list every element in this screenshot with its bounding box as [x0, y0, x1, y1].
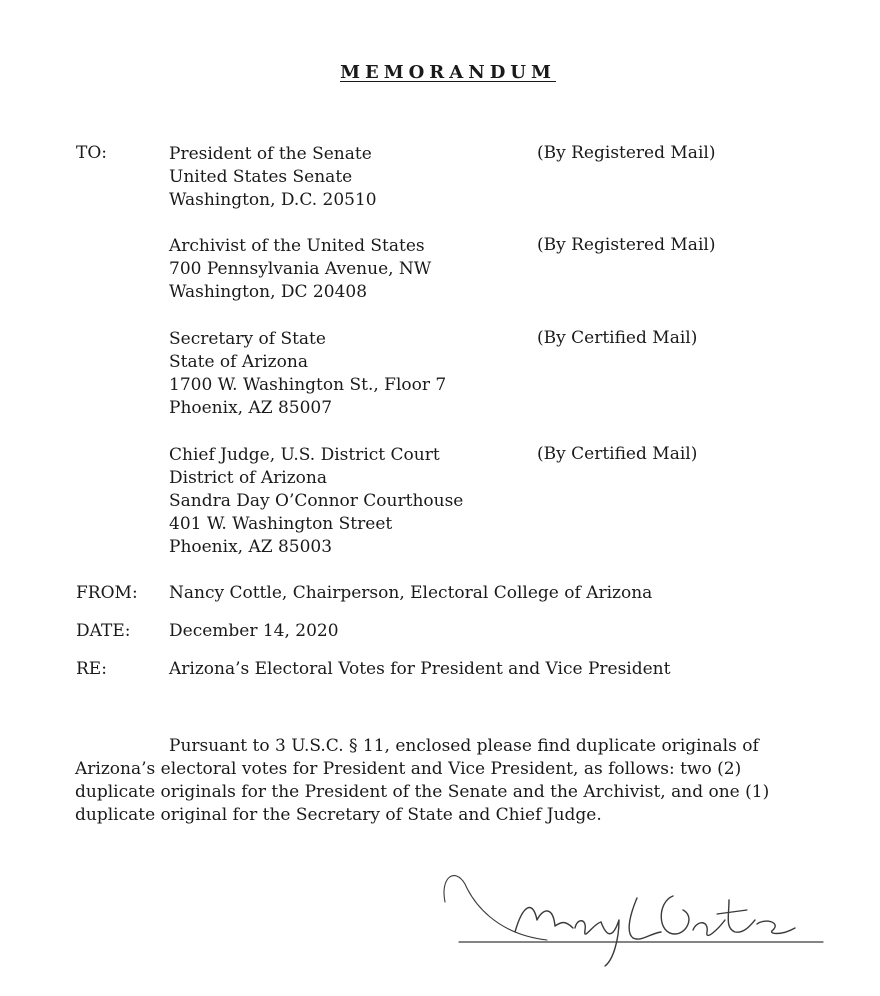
signature-stroke [661, 896, 689, 934]
date-label: DATE: [76, 621, 131, 641]
signature-stroke [575, 921, 601, 934]
delivery-method: (By Certified Mail) [537, 328, 698, 348]
address-line: Secretary of State [169, 329, 326, 349]
re-value: Arizona’s Electoral Votes for President and Vice President [169, 659, 671, 679]
delivery-method: (By Registered Mail) [537, 143, 716, 163]
address-line: Archivist of the United States [169, 236, 425, 256]
body-line: Pursuant to 3 U.S.C. § 11, enclosed please find duplicate originals of [169, 736, 759, 756]
recipient-address [169, 235, 431, 304]
to-label: TO: [76, 143, 108, 163]
address-line: Washington, DC 20408 [169, 282, 368, 302]
body-line: Arizona’s electoral votes for President and Vice President, as follows: two (2) [75, 759, 742, 779]
recipient-address [169, 444, 463, 559]
signature-stroke [728, 900, 755, 932]
address-line: Phoenix, AZ 85007 [169, 398, 333, 418]
body-line: duplicate original for the Secretary of State and Chief Judge. [75, 805, 602, 825]
body-line: duplicate originals for the President of the Senate and the Archivist, and one (1) [75, 782, 770, 802]
signature-stroke [515, 908, 573, 933]
address-line: Sandra Day O’Connor Courthouse [169, 491, 464, 511]
signature-stroke [717, 910, 747, 914]
signature-stroke [693, 920, 725, 935]
address-line: Phoenix, AZ 85003 [169, 537, 333, 557]
signature-stroke [629, 898, 661, 939]
memo-title: MEMORANDUM [340, 62, 556, 83]
signature-stroke [757, 921, 795, 933]
signature-stroke [601, 920, 619, 966]
address-line: 1700 W. Washington St., Floor 7 [169, 375, 447, 395]
delivery-method: (By Registered Mail) [537, 235, 716, 255]
address-line: 700 Pennsylvania Avenue, NW [169, 259, 432, 279]
recipient-address [169, 143, 377, 212]
delivery-method: (By Certified Mail) [537, 444, 698, 464]
address-line: State of Arizona [169, 352, 308, 372]
address-line: Chief Judge, U.S. District Court [169, 445, 440, 465]
date-value: December 14, 2020 [169, 621, 339, 641]
address-line: 401 W. Washington Street [169, 514, 393, 534]
from-label: FROM: [76, 583, 138, 603]
address-line: District of Arizona [169, 468, 327, 488]
address-line: Washington, D.C. 20510 [169, 190, 377, 210]
re-label: RE: [76, 659, 107, 679]
from-value: Nancy Cottle, Chairperson, Electoral College of Arizona [169, 583, 653, 603]
address-line: United States Senate [169, 167, 353, 187]
body-paragraph [75, 735, 795, 827]
address-line: President of the Senate [169, 144, 372, 164]
signature-image [435, 862, 835, 972]
recipient-address [169, 328, 446, 420]
